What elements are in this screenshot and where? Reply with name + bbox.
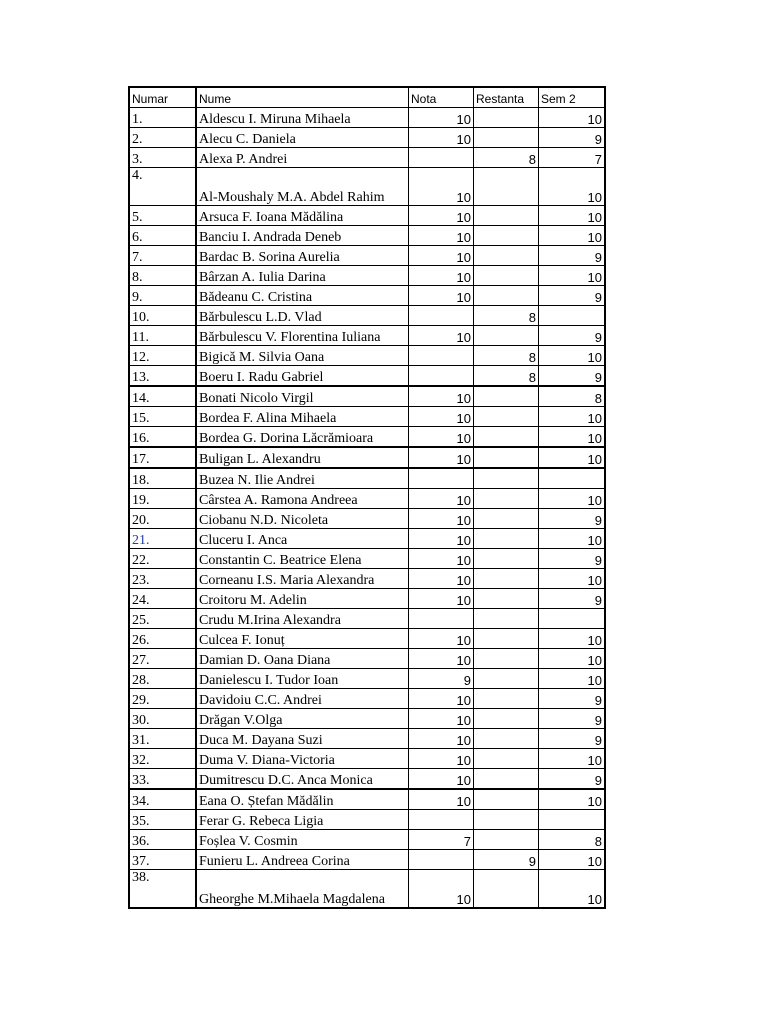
student-name: Croitoru M. Adelin: [196, 589, 409, 609]
row-number: 1.: [129, 108, 196, 128]
table-row: [129, 870, 605, 909]
nota-value: 10: [409, 168, 474, 206]
row-number: 9.: [129, 286, 196, 306]
student-name: Banciu I. Andrada Deneb: [196, 226, 409, 246]
sem2-value: 10: [539, 266, 606, 286]
restanta-value: 8: [474, 148, 539, 168]
restanta-value: [474, 649, 539, 669]
sem2-value: 9: [539, 709, 606, 729]
row-number: 2.: [129, 128, 196, 148]
nota-value: [409, 850, 474, 870]
sem2-value: 7: [539, 148, 606, 168]
sem2-value: 9: [539, 549, 606, 569]
row-number: 24.: [129, 589, 196, 609]
student-name: Damian D. Oana Diana: [196, 649, 409, 669]
nota-value: 10: [409, 870, 474, 909]
row-number: 31.: [129, 729, 196, 749]
nota-value: [409, 468, 474, 489]
nota-value: 10: [409, 226, 474, 246]
nota-value: 10: [409, 529, 474, 549]
header-numar: Numar: [129, 87, 196, 108]
nota-value: 10: [409, 246, 474, 266]
table-row: [129, 810, 605, 830]
student-name: Cluceru I. Anca: [196, 529, 409, 549]
restanta-value: [474, 870, 539, 909]
sem2-value: 9: [539, 128, 606, 148]
row-number: 36.: [129, 830, 196, 850]
row-number: 18.: [129, 468, 196, 489]
table-row: [129, 148, 605, 168]
student-name: Corneanu I.S. Maria Alexandra: [196, 569, 409, 589]
sem2-value: [539, 468, 606, 489]
student-name: Bardac B. Sorina Aurelia: [196, 246, 409, 266]
student-name: Aldescu I. Miruna Mihaela: [196, 108, 409, 128]
student-name: Constantin C. Beatrice Elena: [196, 549, 409, 569]
restanta-value: [474, 810, 539, 830]
row-number: 17.: [129, 447, 196, 468]
nota-value: 10: [409, 286, 474, 306]
restanta-value: [474, 609, 539, 629]
table-row: [129, 286, 605, 306]
student-name: Gheorghe M.Mihaela Magdalena: [196, 870, 409, 909]
sem2-value: 10: [539, 206, 606, 226]
restanta-value: 8: [474, 306, 539, 326]
row-number: 28.: [129, 669, 196, 689]
table-row: [129, 427, 605, 448]
sem2-value: 10: [539, 870, 606, 909]
row-number: 19.: [129, 489, 196, 509]
restanta-value: [474, 226, 539, 246]
student-name: Bordea F. Alina Mihaela: [196, 407, 409, 427]
sem2-value: 10: [539, 427, 606, 448]
row-number: 27.: [129, 649, 196, 669]
restanta-value: [474, 529, 539, 549]
student-name: Danielescu I. Tudor Ioan: [196, 669, 409, 689]
student-name: Eana O. Ștefan Mădălin: [196, 789, 409, 810]
row-number: 15.: [129, 407, 196, 427]
restanta-value: [474, 629, 539, 649]
sem2-value: [539, 609, 606, 629]
table-row: [129, 447, 605, 468]
student-name: Crudu M.Irina Alexandra: [196, 609, 409, 629]
student-name: Duca M. Dayana Suzi: [196, 729, 409, 749]
nota-value: 10: [409, 749, 474, 769]
nota-value: [409, 366, 474, 387]
row-number: 8.: [129, 266, 196, 286]
row-number: 34.: [129, 789, 196, 810]
table-row: [129, 549, 605, 569]
sem2-value: 10: [539, 789, 606, 810]
sem2-value: 9: [539, 689, 606, 709]
student-name: Al-Moushaly M.A. Abdel Rahim: [196, 168, 409, 206]
row-number: 32.: [129, 749, 196, 769]
nota-value: 10: [409, 206, 474, 226]
table-row: [129, 669, 605, 689]
restanta-value: [474, 266, 539, 286]
student-name: Arsuca F. Ioana Mădălina: [196, 206, 409, 226]
table-row: [129, 266, 605, 286]
restanta-value: [474, 709, 539, 729]
row-number: 37.: [129, 850, 196, 870]
sem2-value: 10: [539, 226, 606, 246]
nota-value: 10: [409, 386, 474, 407]
nota-value: 10: [409, 509, 474, 529]
row-number: 26.: [129, 629, 196, 649]
table-row: [129, 689, 605, 709]
row-number: 10.: [129, 306, 196, 326]
row-number: 14.: [129, 386, 196, 407]
student-name: Buligan L. Alexandru: [196, 447, 409, 468]
row-number: 38.: [129, 870, 196, 909]
table-row: [129, 168, 605, 206]
table-row: [129, 569, 605, 589]
row-number: 29.: [129, 689, 196, 709]
restanta-value: [474, 830, 539, 850]
row-number: 5.: [129, 206, 196, 226]
restanta-value: 9: [474, 850, 539, 870]
sem2-value: 8: [539, 386, 606, 407]
table-row: [129, 509, 605, 529]
restanta-value: [474, 769, 539, 790]
nota-value: 10: [409, 769, 474, 790]
sem2-value: 10: [539, 749, 606, 769]
table-row: [129, 769, 605, 790]
row-number: 20.: [129, 509, 196, 529]
table-row: [129, 709, 605, 729]
student-name: Bonati Nicolo Virgil: [196, 386, 409, 407]
student-name: Bărbulescu V. Florentina Iuliana: [196, 326, 409, 346]
sem2-value: 10: [539, 346, 606, 366]
nota-value: 10: [409, 266, 474, 286]
student-name: Culcea F. Ionuț: [196, 629, 409, 649]
row-number: 4.: [129, 168, 196, 206]
header-row: [129, 87, 605, 108]
table-row: [129, 629, 605, 649]
table-row: [129, 326, 605, 346]
row-number: 3.: [129, 148, 196, 168]
nota-value: 10: [409, 549, 474, 569]
restanta-value: [474, 749, 539, 769]
sem2-value: 10: [539, 649, 606, 669]
nota-value: [409, 346, 474, 366]
restanta-value: [474, 689, 539, 709]
nota-value: [409, 609, 474, 629]
restanta-value: [474, 108, 539, 128]
restanta-value: [474, 206, 539, 226]
student-name: Davidoiu C.C. Andrei: [196, 689, 409, 709]
student-name: Alexa P. Andrei: [196, 148, 409, 168]
nota-value: 9: [409, 669, 474, 689]
row-number: 22.: [129, 549, 196, 569]
student-name: Bărbulescu L.D. Vlad: [196, 306, 409, 326]
sem2-value: 9: [539, 589, 606, 609]
restanta-value: 8: [474, 346, 539, 366]
table-row: [129, 468, 605, 489]
student-name: Buzea N. Ilie Andrei: [196, 468, 409, 489]
row-number: 23.: [129, 569, 196, 589]
restanta-value: [474, 789, 539, 810]
student-name: Dumitrescu D.C. Anca Monica: [196, 769, 409, 790]
nota-value: 10: [409, 427, 474, 448]
header-restanta: Restanta: [474, 87, 539, 108]
table-row: [129, 729, 605, 749]
student-name: Bârzan A. Iulia Darina: [196, 266, 409, 286]
table-row: [129, 489, 605, 509]
restanta-value: [474, 407, 539, 427]
nota-value: 10: [409, 489, 474, 509]
restanta-value: [474, 447, 539, 468]
header-nota: Nota: [409, 87, 474, 108]
restanta-value: [474, 326, 539, 346]
restanta-value: [474, 468, 539, 489]
restanta-value: [474, 549, 539, 569]
restanta-value: [474, 509, 539, 529]
nota-value: 10: [409, 128, 474, 148]
row-number: 21.: [129, 529, 196, 549]
row-number: 25.: [129, 609, 196, 629]
nota-value: 10: [409, 108, 474, 128]
student-name: Bigică M. Silvia Oana: [196, 346, 409, 366]
restanta-value: [474, 427, 539, 448]
sem2-value: 10: [539, 447, 606, 468]
sem2-value: 10: [539, 489, 606, 509]
sem2-value: 10: [539, 108, 606, 128]
student-name: Duma V. Diana-Victoria: [196, 749, 409, 769]
student-name: Funieru L. Andreea Corina: [196, 850, 409, 870]
restanta-value: [474, 489, 539, 509]
table-row: [129, 246, 605, 266]
nota-value: 10: [409, 629, 474, 649]
sem2-value: 9: [539, 326, 606, 346]
table-row: [129, 226, 605, 246]
nota-value: 7: [409, 830, 474, 850]
restanta-value: [474, 386, 539, 407]
restanta-value: [474, 569, 539, 589]
table-body: [129, 108, 605, 909]
grades-table: [128, 86, 606, 909]
student-name: Ferar G. Rebeca Ligia: [196, 810, 409, 830]
row-number: 16.: [129, 427, 196, 448]
nota-value: 10: [409, 789, 474, 810]
sem2-value: 9: [539, 286, 606, 306]
sem2-value: [539, 810, 606, 830]
table-row: [129, 206, 605, 226]
nota-value: 10: [409, 569, 474, 589]
sem2-value: 9: [539, 769, 606, 790]
sem2-value: 10: [539, 168, 606, 206]
nota-value: 10: [409, 649, 474, 669]
restanta-value: [474, 589, 539, 609]
restanta-value: [474, 286, 539, 306]
nota-value: 10: [409, 407, 474, 427]
table-row: [129, 789, 605, 810]
table-row: [129, 529, 605, 549]
nota-value: 10: [409, 729, 474, 749]
restanta-value: [474, 669, 539, 689]
table-row: [129, 407, 605, 427]
nota-value: [409, 306, 474, 326]
sem2-value: 9: [539, 366, 606, 387]
nota-value: 10: [409, 589, 474, 609]
table-row: [129, 366, 605, 387]
row-number: 33.: [129, 769, 196, 790]
nota-value: 10: [409, 447, 474, 468]
restanta-value: [474, 128, 539, 148]
table-row: [129, 830, 605, 850]
sem2-value: 10: [539, 529, 606, 549]
student-name: Boeru I. Radu Gabriel: [196, 366, 409, 387]
restanta-value: [474, 246, 539, 266]
nota-value: 10: [409, 709, 474, 729]
sem2-value: 9: [539, 729, 606, 749]
table-row: [129, 128, 605, 148]
sem2-value: [539, 306, 606, 326]
row-number: 6.: [129, 226, 196, 246]
table-row: [129, 649, 605, 669]
header-nume: Nume: [196, 87, 409, 108]
row-number: 12.: [129, 346, 196, 366]
sem2-value: 9: [539, 509, 606, 529]
sem2-value: 10: [539, 569, 606, 589]
nota-value: 10: [409, 326, 474, 346]
table-row: [129, 609, 605, 629]
header-sem2: Sem 2: [539, 87, 606, 108]
table-row: [129, 346, 605, 366]
sem2-value: 9: [539, 246, 606, 266]
student-name: Bordea G. Dorina Lăcrămioara: [196, 427, 409, 448]
student-name: Cârstea A. Ramona Andreea: [196, 489, 409, 509]
row-number: 35.: [129, 810, 196, 830]
sem2-value: 8: [539, 830, 606, 850]
restanta-value: [474, 729, 539, 749]
table-row: [129, 386, 605, 407]
student-name: Drăgan V.Olga: [196, 709, 409, 729]
row-number: 13.: [129, 366, 196, 387]
restanta-value: 8: [474, 366, 539, 387]
table-row: [129, 589, 605, 609]
student-name: Ciobanu N.D. Nicoleta: [196, 509, 409, 529]
nota-value: [409, 148, 474, 168]
student-name: Foșlea V. Cosmin: [196, 830, 409, 850]
sem2-value: 10: [539, 407, 606, 427]
nota-value: 10: [409, 689, 474, 709]
table-row: [129, 850, 605, 870]
row-number: 30.: [129, 709, 196, 729]
sem2-value: 10: [539, 629, 606, 649]
student-name: Alecu C. Daniela: [196, 128, 409, 148]
table-row: [129, 306, 605, 326]
sem2-value: 10: [539, 850, 606, 870]
student-name: Bădeanu C. Cristina: [196, 286, 409, 306]
table-row: [129, 108, 605, 128]
sem2-value: 10: [539, 669, 606, 689]
nota-value: [409, 810, 474, 830]
row-number: 11.: [129, 326, 196, 346]
restanta-value: [474, 168, 539, 206]
row-number: 7.: [129, 246, 196, 266]
table-row: [129, 749, 605, 769]
